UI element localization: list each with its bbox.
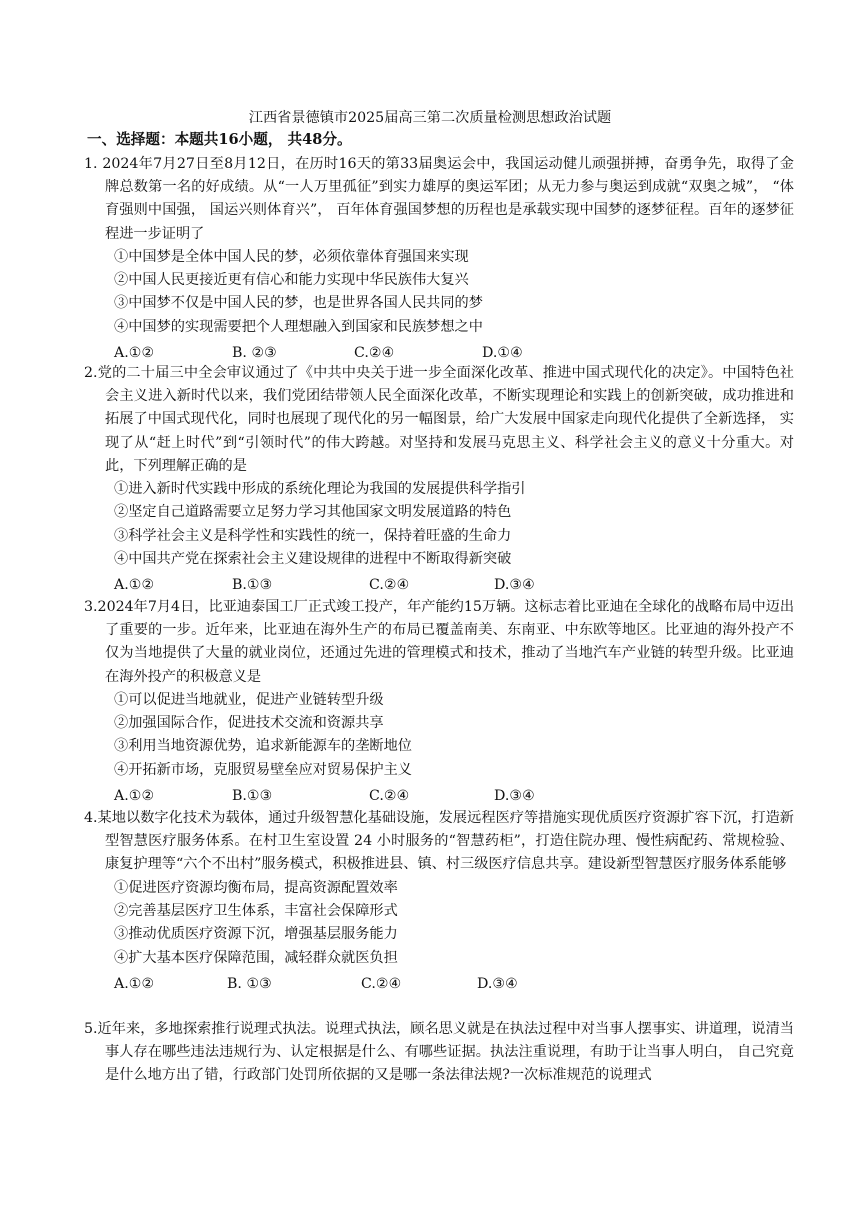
option-b: B. ②③ [232,345,277,361]
statement-item: ①中国梦是全体中国人民的梦，必须依靠体育强国来实现 [114,248,469,265]
statement-item: ①可以促进当地就业，促进产业链转型升级 [114,691,384,708]
statement-item: ④开拓新市场，克服贸易壁垒应对贸易保护主义 [114,761,412,778]
answer-options [84,784,794,808]
statement-list [84,877,794,970]
statement-item: ②加强国际合作，促进技术交流和资源共享 [114,715,384,732]
question-stem: 5.近年来，多地探索推行说理式执法。说理式执法，顾名思义就是在执法过程中对当事人摆事实、讲道理，说清当事人存在哪些违法违规行为、认定根据是什么、有哪些证据。执法注重说理，有助于让当事人明白， 自己究竟是什么地方出了错，行政部门处罚所依据的又是哪一条法律法规?一次标准规范的说理式 [84,1021,794,1084]
option-c: C.②④ [354,345,395,361]
statement-item: ④中国共产党在探索社会主义建设规律的进程中不断取得新突破 [114,550,512,567]
question-stem: 3.2024年7月4日，比亚迪泰国工厂正式竣工投产，年产能约15万辆。这标志着比亚迪在全球化的战略布局中迈出了重要的一步。近年来，比亚迪在海外生产的布局已覆盖南美、东南亚、中东欧等地区。比亚迪的海外投产不仅为当地提供了大量的就业岗位，还通过先进的管理模式和技术，推动了当地汽车产业链的转型升级。比亚迪在海外投产的积极意义是 [84,599,795,685]
statement-item: ③推动优质医疗资源下沉，增强基层服务能力 [114,926,398,943]
question-stem: 4.某地以数字化技术为载体，通过升级智慧化基础设施，发展远程医疗等措施实现优质医疗资源扩容下沉，打造新型智慧医疗服务体系。在村卫生室设置 24 小时服务的“智慧药柜”，打造住院办理、慢性病配药、常规检验、康复护理等“六个不出村”服务模式，积极推进县、镇、村三级医疗信息共享。建设新型智慧医疗服务体系能够 [84,810,794,873]
question-4 [84,807,794,996]
statement-item: ②中国人民更接近更有信心和能力实现中华民族伟大复兴 [114,272,469,289]
question-5 [84,1018,794,1088]
option-a: A.①② [114,975,155,992]
statement-list [84,478,794,571]
answer-options [84,573,794,597]
statement-list [84,246,794,339]
question-2 [84,362,794,597]
statement-item: ①进入新时代实践中形成的系统化理论为我国的发展提供科学指引 [114,481,526,498]
statement-item: ②坚定自己道路需要立足努力学习其他国家文明发展道路的特色 [114,504,512,521]
option-d: D.③④ [494,788,535,804]
option-d: D.①④ [482,345,523,361]
statement-item: ④扩大基本医疗保障范围，减轻群众就医负担 [114,949,398,966]
option-b: B. ①③ [227,975,272,992]
option-c: C.②④ [369,577,410,594]
statement-item: ①促进医疗资源均衡布局，提高资源配置效率 [114,879,398,896]
statement-item: ③利用当地资源优势，追求新能源车的垄断地位 [114,738,412,755]
statement-list [84,689,794,782]
question-stem: 2.党的二十届三中全会审议通过了《中共中央关于进一步全面深化改革、推进中国式现代化的决定》。中国特色社会主义进入新时代以来，我们党团结带领人民全面深化改革，不断实现理论和实践上的创新突破，成功推进和拓展了中国式现代化，同时也展现了现代化的另一幅图景，给广大发展中国家走向现代化提供了全新选择， 实现了从“赶上时代”到“引领时代”的伟大跨越。对坚持和发展马克思主义、科学社会主义的意义十分重大。对此，下列理解正确的是 [84,365,794,474]
page-title: 江西省景德镇市2025届高三第二次质量检测思想政治试题 [248,110,612,126]
option-b: B.①③ [232,577,273,594]
section-heading: 一、选择题：本题共16小题， 共48分。 [87,131,352,148]
option-a: A.①② [114,345,155,361]
question-1 [84,153,794,365]
option-a: A.①② [114,788,155,804]
option-c: C.②④ [369,788,410,804]
statement-item: ④中国梦的实现需要把个人理想融入到国家和民族梦想之中 [114,318,483,335]
statement-item: ③科学社会主义是科学性和实践性的统一，保持着旺盛的生命力 [114,527,512,544]
question-3 [84,596,794,808]
option-c: C.②④ [361,975,402,992]
option-d: D.③④ [494,577,535,594]
question-stem: 1. 2024年7月27日至8月12日，在历时16天的第33届奥运会中，我国运动健儿顽强拼搏，奋勇争先，取得了金牌总数第一名的好成绩。从“一人万里孤征”到实力雄厚的奥运军团；从无力参与奥运到成就“双奥之城”， “体育强则中国强， 国运兴则体育兴”， 百年体育强国梦想的历程也是承载实现中国梦的逐梦征程。百年的逐梦征程进一步证明了 [84,156,794,242]
statement-item: ③中国梦不仅是中国人民的梦，也是世界各国人民共同的梦 [114,295,483,312]
statement-item: ②完善基层医疗卫生体系，丰富社会保障形式 [114,902,398,919]
option-d: D.③④ [477,975,518,992]
option-a: A.①② [114,577,155,594]
option-b: B.①③ [232,788,273,804]
answer-options [84,972,794,996]
